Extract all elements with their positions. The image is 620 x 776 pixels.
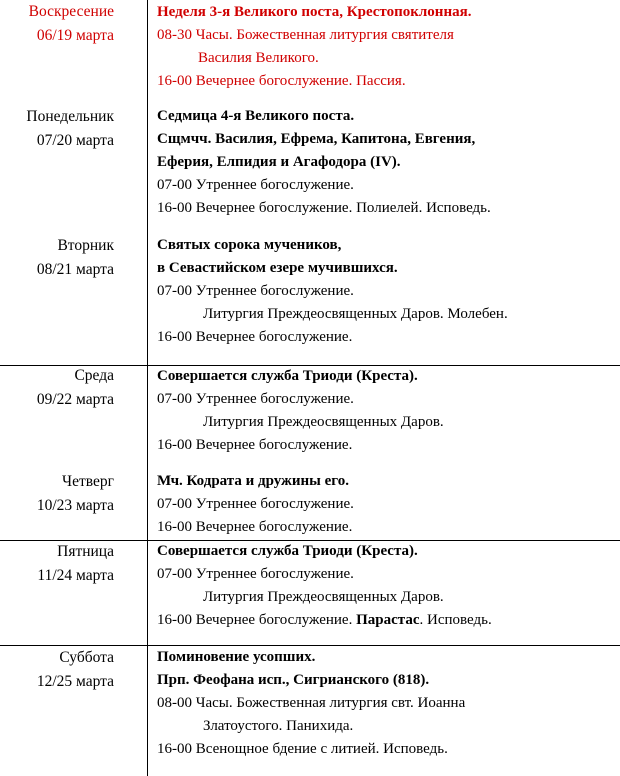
day-date: 11/24 марта: [37, 567, 114, 584]
service-line: 07-00 Утреннее богослужение.: [157, 177, 354, 193]
day-cell-sunday: [0, 0, 114, 48]
service-line: 07-00 Утреннее богослужение.: [157, 496, 354, 512]
service-line: 07-00 Утреннее богослужение.: [157, 391, 354, 407]
day-date: 10/23 марта: [36, 497, 114, 514]
day-cell-wednesday: [0, 364, 114, 412]
day-cell-friday: [0, 540, 114, 588]
feast-title: Сщмчч. Василия, Ефрема, Капитона, Евгения,: [157, 131, 476, 147]
service-line: Златоустого. Панихида.: [203, 718, 354, 734]
day-cell-saturday: [0, 646, 114, 694]
service-line: 16-00 Всенощное бдение с литией. Исповедь.: [157, 741, 448, 757]
day-name: Суббота: [59, 649, 114, 666]
events-tuesday: [157, 234, 617, 349]
service-line: Литургия Преждеосвященных Даров.: [203, 414, 444, 430]
column-divider: [147, 0, 148, 776]
day-name: Понедельник: [26, 108, 114, 125]
service-line: 08-30 Часы. Божественная литургия святителя: [157, 27, 454, 43]
events-friday: [157, 540, 617, 632]
feast-title: Совершается служба Триоди (Креста).: [157, 543, 418, 559]
day-name: Пятница: [57, 543, 114, 560]
service-line: 07-00 Утреннее богослужение.: [157, 566, 354, 582]
service-line: 16-00 Вечернее богослужение.: [157, 329, 353, 345]
day-name: Вторник: [57, 237, 114, 254]
day-cell-thursday: [0, 470, 114, 518]
day-name: Четверг: [62, 473, 114, 490]
service-text: . Исповедь.: [419, 612, 492, 628]
feast-title: Поминовение усопших.: [157, 649, 316, 665]
day-date: 08/21 марта: [36, 261, 114, 278]
day-date: 09/22 марта: [36, 391, 114, 408]
day-name: Среда: [74, 367, 114, 384]
events-monday: [157, 105, 617, 220]
events-saturday: [157, 646, 617, 761]
events-wednesday: [157, 365, 617, 457]
events-sunday: [157, 1, 617, 93]
feast-title: в Севастийском езере мучившихся.: [157, 260, 398, 276]
events-thursday: [157, 470, 617, 539]
feast-title: Совершается служба Триоди (Креста).: [157, 368, 418, 384]
feast-title: Еферия, Елпидия и Агафодора (IV).: [157, 154, 401, 170]
day-date: 06/19 марта: [36, 27, 114, 44]
parastas-label: Парастас: [356, 612, 420, 628]
feast-title: Мч. Кодрата и дружины его.: [157, 473, 349, 489]
day-date: 12/25 марта: [36, 673, 114, 690]
service-line: Литургия Преждеосвященных Даров.: [203, 589, 444, 605]
feast-title: Прп. Феофана исп., Сигрианского (818).: [157, 672, 430, 688]
service-line: 16-00 Вечернее богослужение. Пассия.: [157, 73, 406, 89]
service-line: 16-00 Вечернее богослужение.: [157, 437, 353, 453]
service-line: 08-00 Часы. Божественная литургия свт. Иоанна: [157, 695, 466, 711]
service-line: 07-00 Утреннее богослужение.: [157, 283, 354, 299]
day-cell-tuesday: [0, 234, 114, 282]
feast-title: Святых сорока мучеников,: [157, 237, 342, 253]
service-line: [157, 609, 617, 632]
day-cell-monday: [0, 105, 114, 153]
feast-title: Седмица 4-я Великого поста.: [157, 108, 355, 124]
service-line: Василия Великого.: [198, 50, 319, 66]
day-name: Воскресение: [28, 3, 114, 20]
service-line: Литургия Преждеосвященных Даров. Молебен.: [203, 306, 508, 322]
service-line: 16-00 Вечернее богослужение. Полиелей. Исповедь.: [157, 200, 491, 216]
feast-title: Неделя 3-я Великого поста, Крестопоклонная.: [157, 4, 472, 20]
day-date: 07/20 марта: [36, 132, 114, 149]
service-text: 16-00 Вечернее богослужение.: [157, 612, 357, 628]
service-line: 16-00 Вечернее богослужение.: [157, 519, 353, 535]
